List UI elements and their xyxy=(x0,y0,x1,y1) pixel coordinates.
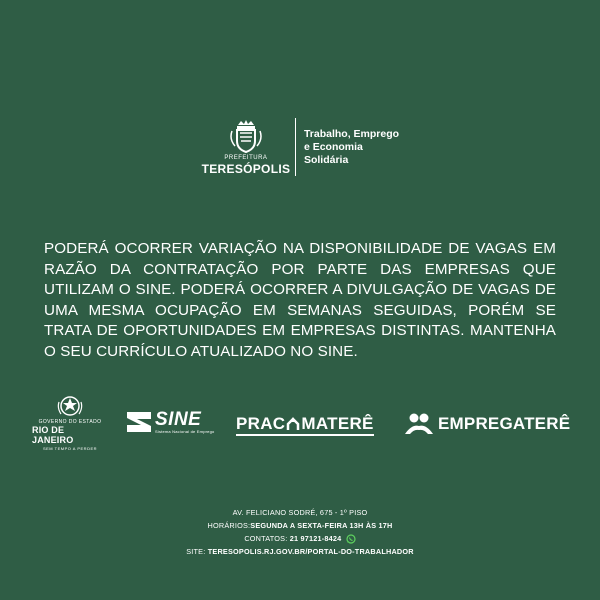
pracamatere-logo xyxy=(236,414,374,434)
header-divider xyxy=(295,118,296,176)
notice-text: PODERÁ OCORRER VARIAÇÃO NA DISPONIBILIDADE DE VAGAS EM RAZÃO DA CONTRATAÇÃO POR PARTE DAS EMPRESAS QUE UTILIZAM O SINE. PODERÁ OCORRER A DIVULGAÇÃO DE VAGAS DE UMA MESMA OCUPAÇÃO EM SEMANAS SEGUIDAS, PORÉM SE TRATA DE OPORTUNIDADES EM EMPRESAS DISTINTAS. MANTENHA O SEU CURRÍCULO ATUALIZADO NO SINE. xyxy=(44,240,556,360)
site-label: SITE: xyxy=(186,547,206,556)
department-line-2: e Economia xyxy=(303,140,363,153)
contact-footer xyxy=(0,506,600,558)
empregatere-logo xyxy=(404,412,570,436)
hours-value: SEGUNDA A SEXTA-FEIRA 13H ÀS 17H xyxy=(250,521,393,530)
empregatere-name: EMPREGATERÊ xyxy=(438,414,571,433)
contact-label: CONTATOS: xyxy=(244,534,288,543)
department-line-1: Trabalho, Emprego xyxy=(303,127,400,140)
prefeitura-logo xyxy=(201,119,291,176)
rj-caption-small: GOVERNO DO ESTADO xyxy=(38,419,102,425)
sine-mark-icon xyxy=(126,410,152,434)
site-line xyxy=(0,545,600,558)
contact-phone[interactable]: 21 97121-8424 xyxy=(289,534,342,543)
city-crest-icon xyxy=(228,119,264,153)
praca-text-a: PRAC xyxy=(236,414,286,433)
header xyxy=(0,118,600,176)
rj-caption-big: RIO DE JANEIRO xyxy=(32,425,74,445)
hours-line xyxy=(0,519,600,532)
logo-caption-small: PREFEITURA xyxy=(224,154,268,161)
whatsapp-icon xyxy=(346,534,356,544)
rj-tagline: SEM TEMPO A PERDER xyxy=(42,446,98,451)
praca-underline xyxy=(236,434,374,436)
empregatere-people-icon xyxy=(404,412,434,436)
partner-logos xyxy=(0,394,600,454)
sine-logo xyxy=(126,410,214,434)
address-line xyxy=(0,506,600,519)
rj-government-logo xyxy=(32,394,108,451)
state-crest-icon xyxy=(57,394,83,418)
praca-text-b: MATERÊ xyxy=(301,414,374,433)
hours-label: HORÁRIOS: xyxy=(207,521,251,530)
site-link[interactable]: TERESOPOLIS.RJ.GOV.BR/PORTAL-DO-TRABALHADOR xyxy=(207,547,414,556)
praca-arrow-icon xyxy=(286,416,300,432)
department-line-3: Solidária xyxy=(303,153,349,166)
sine-name: SINE xyxy=(155,409,202,430)
contact-line xyxy=(0,532,600,545)
address-text: AV. FELICIANO SODRÉ, 675 - 1º PISO xyxy=(232,508,368,517)
logo-caption-city: TERESÓPOLIS xyxy=(201,161,291,176)
sine-subtitle: Sistema Nacional de Emprego xyxy=(155,429,215,434)
department-name xyxy=(304,128,399,167)
